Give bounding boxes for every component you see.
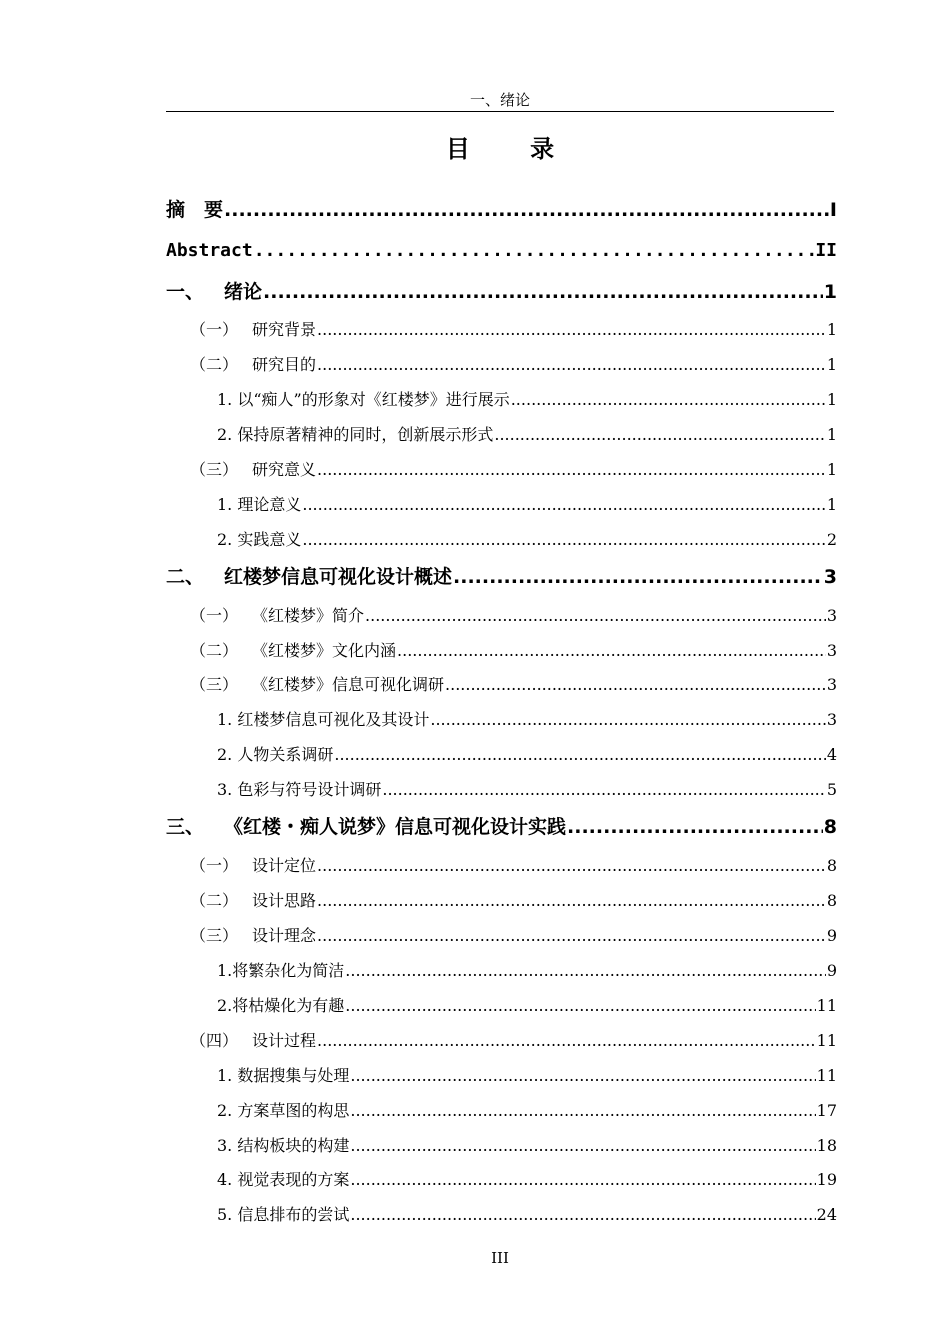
toc-entry-page: 11 xyxy=(816,996,837,1015)
toc-entry-text: 红楼梦信息可视化设计概述 xyxy=(224,566,453,588)
dot-leader xyxy=(334,742,825,768)
toc-entry-number: 三、 xyxy=(166,816,205,838)
dot-leader xyxy=(345,993,815,1019)
toc-entry-page: 11 xyxy=(816,1031,837,1050)
toc-entry[interactable] xyxy=(217,527,837,553)
toc-entry-page: 4 xyxy=(826,745,837,764)
toc-entry-page: 1 xyxy=(823,281,837,303)
toc-entry-page: 18 xyxy=(816,1136,837,1155)
toc-entry-label xyxy=(190,603,364,629)
toc-entry-label xyxy=(217,387,510,413)
toc-entry[interactable] xyxy=(217,1133,837,1159)
dot-leader xyxy=(365,603,826,629)
toc-entry-page: I xyxy=(829,199,837,221)
toc-entry-text: 设计过程 xyxy=(252,1031,317,1050)
dot-leader xyxy=(397,638,826,664)
toc-entry-label xyxy=(190,457,316,483)
toc-entry-text: 1. 以“痴人”的形象对《红楼梦》进行展示 xyxy=(217,390,510,409)
toc-entry-page: 1 xyxy=(826,355,837,374)
toc-entry-page: 1 xyxy=(826,320,837,339)
toc-entry[interactable] xyxy=(190,603,837,629)
toc-entry-label xyxy=(190,853,316,879)
toc-entry-page: 11 xyxy=(816,1066,837,1085)
running-header: 一、绪论 xyxy=(469,91,530,109)
toc-entry-label xyxy=(217,527,301,553)
toc-entry-label xyxy=(190,352,316,378)
dot-leader xyxy=(317,457,826,483)
toc-entry-text: 《红楼梦》简介 xyxy=(252,606,365,625)
toc-entry-text: 3. 色彩与符号设计调研 xyxy=(217,780,382,799)
toc-entry-page: 3 xyxy=(826,641,837,660)
toc-entry-page: 1 xyxy=(826,390,837,409)
dot-leader xyxy=(317,888,826,914)
toc-entry-page: 9 xyxy=(826,961,837,980)
toc-entry[interactable] xyxy=(217,1202,837,1228)
toc-entry-text: 《红楼梦》信息可视化调研 xyxy=(252,675,445,694)
toc-entry[interactable] xyxy=(217,707,837,733)
toc-entry-number: 二、 xyxy=(166,566,205,588)
toc-entry[interactable] xyxy=(217,422,837,448)
toc-entry-number: （一） xyxy=(190,320,239,339)
toc-entry-text: 设计定位 xyxy=(252,856,317,875)
dot-leader xyxy=(350,1098,815,1124)
toc-entry-text: 《红楼梦》文化内涵 xyxy=(252,641,397,660)
dot-leader xyxy=(445,672,826,698)
toc-entry-label xyxy=(217,1202,349,1228)
toc-entry-label xyxy=(217,1063,349,1089)
toc-entry-number: （一） xyxy=(190,856,239,875)
toc-entry-text: 2. 保持原著精神的同时，创新展示形式 xyxy=(217,425,494,444)
dot-leader xyxy=(350,1202,815,1228)
toc-entry-label xyxy=(217,1098,349,1124)
toc-entry[interactable] xyxy=(217,742,837,768)
toc-entry[interactable] xyxy=(190,888,837,914)
toc-entry-number: （二） xyxy=(190,891,239,910)
toc-entry[interactable] xyxy=(190,638,837,664)
dot-leader xyxy=(511,387,826,413)
toc-entry-label xyxy=(217,707,429,733)
toc-entry-text: 2. 方案草图的构思 xyxy=(217,1101,350,1120)
dot-leader xyxy=(382,777,825,803)
dot-leader xyxy=(263,279,823,305)
toc-entry-page: 17 xyxy=(816,1101,837,1120)
toc-entry-label xyxy=(190,638,396,664)
toc-entry-page: 1 xyxy=(826,460,837,479)
dot-leader xyxy=(317,317,826,343)
page-number: III xyxy=(491,1249,509,1267)
dot-leader xyxy=(317,1028,816,1054)
toc-entry-page: 9 xyxy=(826,926,837,945)
toc-entry-text: 研究目的 xyxy=(252,355,317,374)
toc-entry-text: 1. 红楼梦信息可视化及其设计 xyxy=(217,710,430,729)
toc-entry[interactable] xyxy=(190,923,837,949)
toc-entry[interactable] xyxy=(217,1063,837,1089)
toc-entry-label xyxy=(217,422,493,448)
toc-entry-page: 1 xyxy=(826,425,837,444)
toc-entry[interactable] xyxy=(190,672,837,698)
toc-entry-text: 摘 要 xyxy=(166,199,224,221)
toc-entry[interactable] xyxy=(217,777,837,803)
toc-entry-page: 3 xyxy=(826,675,837,694)
dot-leader xyxy=(430,707,825,733)
toc-entry-page: 8 xyxy=(823,816,837,838)
toc-entry[interactable] xyxy=(190,1028,837,1054)
toc-entry-number: （三） xyxy=(190,926,239,945)
toc-entry[interactable] xyxy=(166,814,837,840)
dot-leader xyxy=(453,564,823,590)
toc-entry[interactable] xyxy=(166,564,837,590)
toc-entry-page: II xyxy=(815,240,837,261)
toc-entry[interactable] xyxy=(166,279,837,305)
toc-entry-page: 19 xyxy=(816,1170,837,1189)
toc-entry[interactable] xyxy=(217,1167,837,1193)
toc-entry[interactable] xyxy=(217,958,837,984)
toc-entry-label xyxy=(217,742,333,768)
dot-leader xyxy=(350,1063,815,1089)
toc-entry-page: 2 xyxy=(826,530,837,549)
toc-entry[interactable] xyxy=(166,197,837,223)
toc-entry-number: 一、 xyxy=(166,281,205,303)
toc-entry[interactable] xyxy=(217,492,837,518)
toc-entry[interactable] xyxy=(190,317,837,343)
page-title: 目 录 xyxy=(445,135,581,163)
toc-entry-label xyxy=(217,777,381,803)
toc-entry[interactable] xyxy=(190,352,837,378)
toc-entry-text: 研究意义 xyxy=(252,460,317,479)
toc-entry-text: 设计理念 xyxy=(252,926,317,945)
toc-entry[interactable] xyxy=(166,238,837,264)
dot-leader xyxy=(302,527,825,553)
dot-leader xyxy=(350,1133,815,1159)
toc-entry-text: 2. 人物关系调研 xyxy=(217,745,334,764)
toc-entry-page: 5 xyxy=(826,780,837,799)
toc-entry-label xyxy=(190,672,444,698)
dot-leader xyxy=(317,923,826,949)
toc-entry-label xyxy=(217,1133,349,1159)
toc-entry-page: 8 xyxy=(826,856,837,875)
header-rule xyxy=(166,111,834,112)
toc-entry-label xyxy=(217,492,301,518)
toc-entry-label xyxy=(217,993,344,1019)
dot-leader xyxy=(254,238,815,264)
dot-leader xyxy=(317,853,826,879)
toc-entry[interactable] xyxy=(190,457,837,483)
toc-entry-text: 4. 视觉表现的方案 xyxy=(217,1170,350,1189)
toc-entry-label xyxy=(166,279,262,305)
toc-entry-label xyxy=(166,814,566,840)
toc-entry-label xyxy=(166,564,452,590)
toc-entry-label xyxy=(190,923,316,949)
toc-entry-text: 1. 理论意义 xyxy=(217,495,302,514)
toc-entry-page: 3 xyxy=(823,566,837,588)
dot-leader xyxy=(317,352,826,378)
toc-entry-page: 1 xyxy=(826,495,837,514)
toc-entry-number: （二） xyxy=(190,641,239,660)
toc-entry-page: 8 xyxy=(826,891,837,910)
toc-entry-label xyxy=(217,1167,349,1193)
toc-entry-label xyxy=(190,888,316,914)
toc-entry-page: 24 xyxy=(816,1205,837,1224)
toc-entry-label xyxy=(190,1028,316,1054)
dot-leader xyxy=(224,197,829,223)
toc-entry-label xyxy=(190,317,316,343)
toc-entry-text: 1.将繁杂化为简洁 xyxy=(217,961,345,980)
toc-entry-text: 2. 实践意义 xyxy=(217,530,302,549)
toc-entry-page: 3 xyxy=(826,606,837,625)
dot-leader xyxy=(494,422,825,448)
toc-entry[interactable] xyxy=(217,993,837,1019)
toc-entry[interactable] xyxy=(190,853,837,879)
toc-entry-text: 研究背景 xyxy=(252,320,317,339)
toc-entry-label xyxy=(217,958,344,984)
toc-entry[interactable] xyxy=(217,1098,837,1124)
toc-entry-label xyxy=(166,238,253,264)
toc-entry-page: 3 xyxy=(826,710,837,729)
dot-leader xyxy=(350,1167,815,1193)
toc-entry-text: 绪论 xyxy=(224,281,263,303)
toc-entry[interactable] xyxy=(217,387,837,413)
dot-leader xyxy=(567,814,823,840)
dot-leader xyxy=(302,492,825,518)
toc-entry-number: （一） xyxy=(190,606,239,625)
toc-entry-text: 《红楼・痴人说梦》信息可视化设计实践 xyxy=(224,816,567,838)
toc-entry-label xyxy=(166,197,223,223)
toc-entry-number: （三） xyxy=(190,675,239,694)
toc-entry-text: 5. 信息排布的尝试 xyxy=(217,1205,350,1224)
toc-entry-text: 3. 结构板块的构建 xyxy=(217,1136,350,1155)
toc-entry-number: （二） xyxy=(190,355,239,374)
toc-entry-number: （三） xyxy=(190,460,239,479)
toc-entry-text: 设计思路 xyxy=(252,891,317,910)
toc-entry-number: （四） xyxy=(190,1031,239,1050)
dot-leader xyxy=(345,958,826,984)
toc-entry-text: 1. 数据搜集与处理 xyxy=(217,1066,350,1085)
toc-entry-text: Abstract xyxy=(166,240,253,261)
toc-entry-text: 2.将枯燥化为有趣 xyxy=(217,996,345,1015)
